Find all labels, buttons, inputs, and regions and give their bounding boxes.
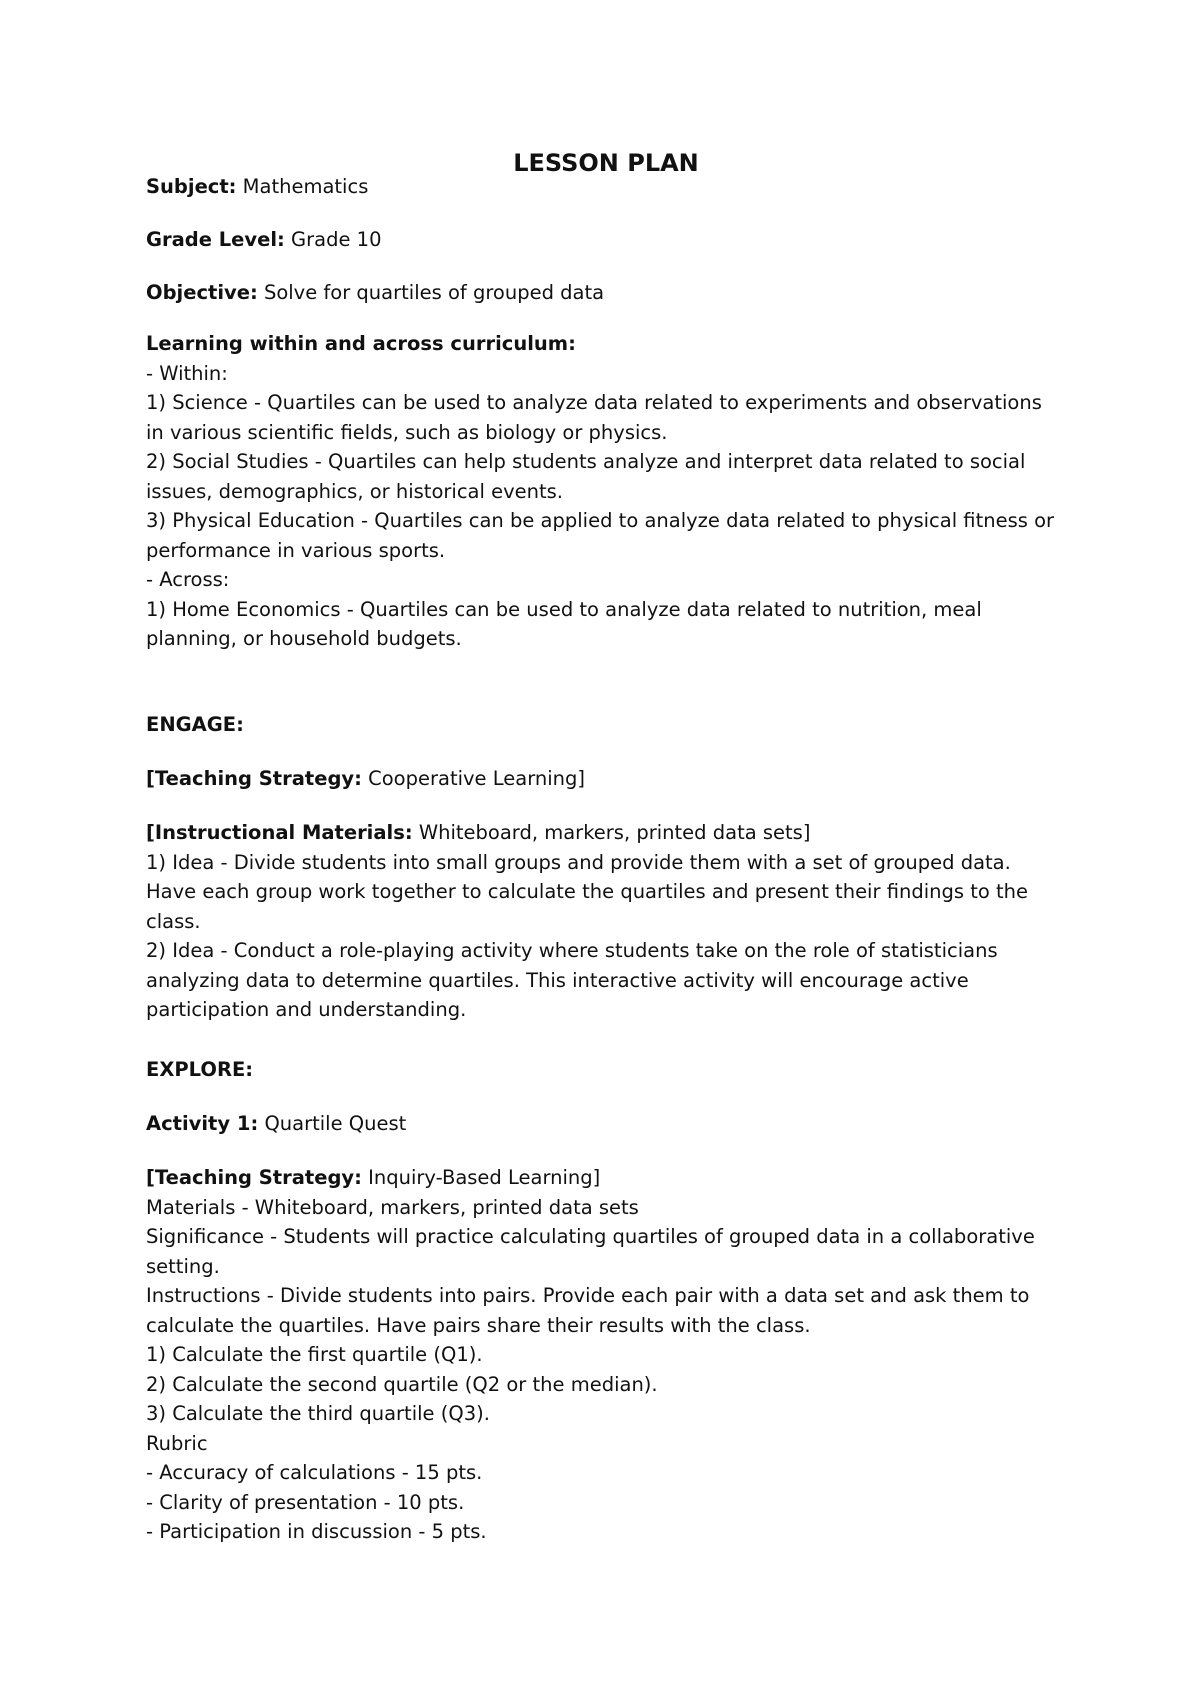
- engage-heading: [146, 710, 1066, 740]
- explore-line: setting.: [146, 1254, 220, 1278]
- explore-line: 2) Calculate the second quartile (Q2 or the median).: [146, 1372, 658, 1396]
- engage-strategy-value: Cooperative Learning]: [361, 767, 586, 790]
- curriculum-line: - Across:: [146, 568, 230, 591]
- curriculum-section: [146, 329, 1066, 654]
- engage-heading-text: ENGAGE:: [146, 713, 244, 736]
- explore-line: Materials - Whiteboard, markers, printed data sets: [146, 1195, 639, 1219]
- explore-activity-line: [146, 1109, 1066, 1139]
- objective-value: Solve for quartiles of grouped data: [257, 281, 605, 304]
- engage-materials-line: [146, 818, 1066, 848]
- curriculum-line: 1) Home Economics - Quartiles can be used to analyze data related to nutrition, meal: [146, 597, 982, 621]
- engage-line: 2) Idea - Conduct a role-playing activity where students take on the role of statisticians: [146, 939, 998, 962]
- subject-label: Subject:: [146, 175, 237, 198]
- curriculum-line: in various scientific fields, such as biology or physics.: [146, 420, 668, 444]
- explore-line: Significance - Students will practice calculating quartiles of grouped data in a collaborative: [146, 1225, 1035, 1248]
- curriculum-line: 3) Physical Education - Quartiles can be applied to analyze data related to physical fitness or: [146, 509, 1055, 532]
- curriculum-line: 1) Science - Quartiles can be used to analyze data related to experiments and observations: [146, 391, 1042, 414]
- explore-line: - Participation in discussion - 5 pts.: [146, 1520, 487, 1543]
- curriculum-line: performance in various sports.: [146, 538, 446, 562]
- engage-materials-value: Whiteboard, markers, printed data sets]: [412, 821, 811, 844]
- engage-materials-label: [Instructional Materials:: [146, 821, 413, 844]
- explore-heading: [146, 1055, 1066, 1085]
- explore-line: Rubric: [146, 1431, 208, 1455]
- engage-line: 1) Idea - Divide students into small groups and provide them with a set of grouped data.: [146, 850, 1011, 874]
- engage-strategy-label: [Teaching Strategy:: [146, 767, 362, 790]
- explore-line: - Accuracy of calculations - 15 pts.: [146, 1461, 483, 1484]
- explore-line: calculate the quartiles. Have pairs share their results with the class.: [146, 1313, 811, 1337]
- objective-label: Objective:: [146, 281, 258, 304]
- engage-line: class.: [146, 909, 201, 933]
- curriculum-line: issues, demographics, or historical events.: [146, 479, 564, 503]
- explore-strategy-label: [Teaching Strategy:: [146, 1166, 362, 1189]
- engage-line: Have each group work together to calculate the quartiles and present their findings to the: [146, 880, 1029, 903]
- engage-strategy-line: [146, 764, 1066, 794]
- curriculum-line: planning, or household budgets.: [146, 627, 462, 650]
- subject-value: Mathematics: [236, 175, 369, 198]
- engage-line: participation and understanding.: [146, 998, 467, 1021]
- engage-line: analyzing data to determine quartiles. This interactive activity will encourage active: [146, 968, 969, 992]
- objective-line: [146, 278, 1066, 308]
- explore-heading-text: EXPLORE:: [146, 1058, 254, 1081]
- explore-line: 1) Calculate the first quartile (Q1).: [146, 1343, 483, 1366]
- explore-line: 3) Calculate the third quartile (Q3).: [146, 1402, 490, 1425]
- curriculum-heading-text: Learning within and across curriculum:: [146, 332, 576, 355]
- page-title: LESSON PLAN: [513, 149, 699, 177]
- explore-line: Instructions - Divide students into pairs. Provide each pair with a data set and ask them to: [146, 1284, 1030, 1307]
- grade-value: Grade 10: [284, 228, 382, 251]
- grade-label: Grade Level:: [146, 228, 285, 251]
- explore-strategy-line: [146, 1163, 1066, 1193]
- curriculum-line: 2) Social Studies - Quartiles can help students analyze and interpret data related to social: [146, 450, 1026, 473]
- engage-materials-section: [146, 818, 1066, 1025]
- curriculum-line: - Within:: [146, 361, 228, 385]
- subject-line: [146, 172, 1066, 202]
- explore-strategy-value: Inquiry-Based Learning]: [361, 1166, 601, 1189]
- curriculum-heading: [146, 329, 1066, 359]
- explore-activity-value: Quartile Quest: [258, 1112, 407, 1135]
- grade-line: [146, 225, 1066, 255]
- explore-line: - Clarity of presentation - 10 pts.: [146, 1490, 465, 1514]
- explore-section: [146, 1163, 1066, 1547]
- explore-activity-label: Activity 1:: [146, 1112, 259, 1135]
